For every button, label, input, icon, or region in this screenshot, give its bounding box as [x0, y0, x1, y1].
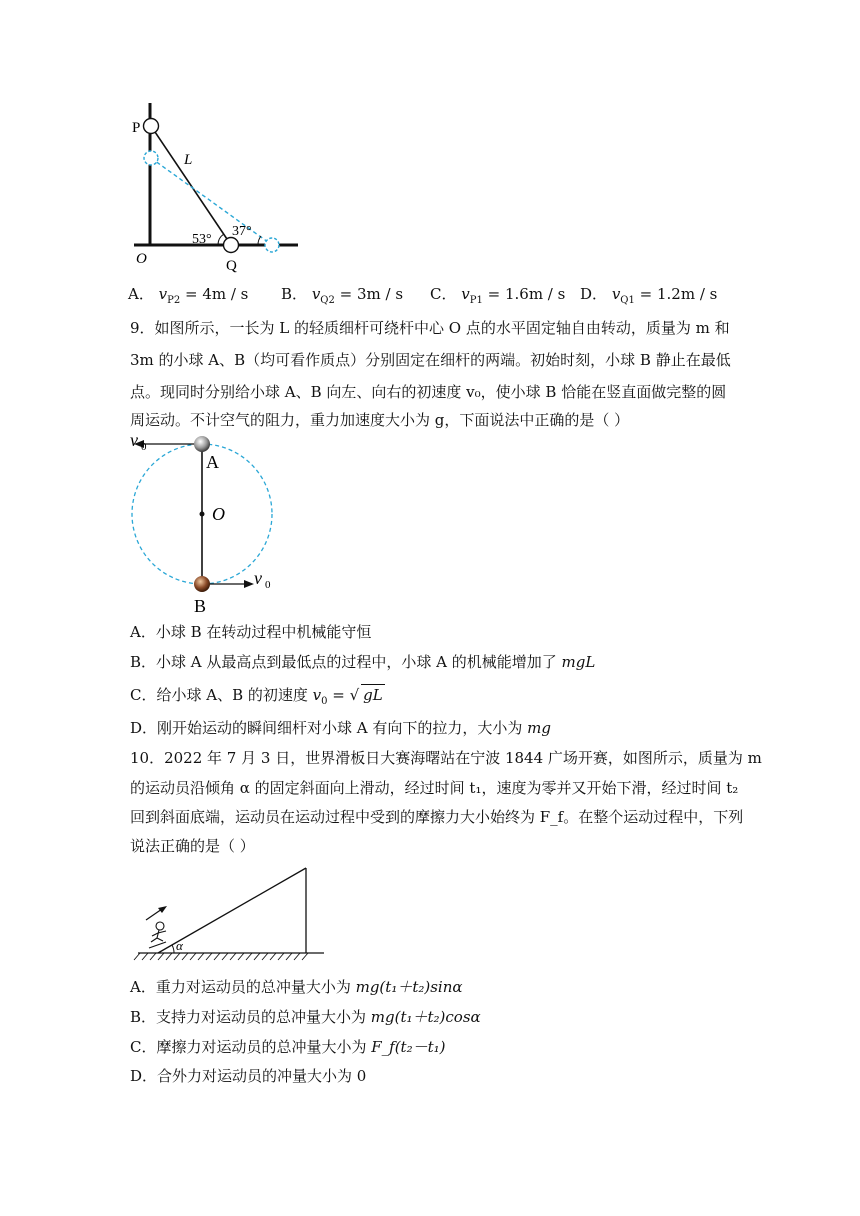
q8-option-a: A． $v_{P2} = 4m / s$	[128, 285, 249, 306]
label-P: P	[132, 120, 141, 136]
q8-figure	[120, 95, 320, 275]
label-53: 53°	[192, 232, 212, 247]
q9-option-d: D．刚开始运动的瞬间细杆对小球 A 有向下的拉力，大小为 mg	[130, 719, 551, 737]
svg-text:0: 0	[141, 441, 147, 453]
q8-option-c: C． $v_{P1} = 1.6m / s$	[430, 285, 566, 306]
q9-stem-line-1: 9．如图所示，一长为 L 的轻质细杆可绕杆中心 O 点的水平固定轴自由转动，质量为 m 和	[130, 319, 730, 337]
q10-figure	[130, 858, 330, 963]
q10-option-b: B．支持力对运动员的总冲量大小为 mg(t₁＋t₂)cosα	[130, 1008, 481, 1026]
label-A: A	[206, 452, 219, 472]
ball-P	[144, 119, 159, 134]
q8-option-d: D． $v_{Q1} = 1.2m / s$	[580, 285, 718, 306]
q10-option-a: A．重力对运动员的总冲量大小为 mg(t₁＋t₂)sinα	[130, 978, 463, 996]
label-37: 37°	[232, 224, 252, 239]
label-Q: Q	[226, 258, 237, 274]
label-O: O	[212, 504, 225, 524]
q10-option-c: C．摩擦力对运动员的总冲量大小为 F_f(t₂－t₁)	[130, 1038, 446, 1056]
label-B: B	[194, 596, 207, 616]
ball-Q	[224, 238, 239, 253]
q9-figure	[120, 432, 290, 617]
q10-stem-line-3: 回到斜面底端，运动员在运动过程中受到的摩擦力大小始终为 F_f。在整个运动过程中，下列	[130, 808, 744, 826]
q9-stem-line-4: 周运动。不计空气的阻力，重力加速度大小为 g，下面说法中正确的是（ ）	[130, 411, 630, 429]
q9-stem-line-2: 3m 的小球 A、B（均可看作质点）分别固定在细杆的两端。初始时刻，小球 B 静止在最低	[130, 351, 731, 369]
q10-stem-line-2: 的运动员沿倾角 α 的固定斜面向上滑动，经过时间 t₁，速度为零并又开始下滑，经过时间 t₂	[130, 779, 739, 797]
q10-stem-line-1: 10．2022 年 7 月 3 日，世界滑板日大赛海曙站在宁波 1844 广场开赛，如图所示，质量为 m	[130, 749, 762, 767]
svg-text:0: 0	[265, 579, 271, 591]
q10-option-d: D．合外力对运动员的冲量大小为 0	[130, 1067, 367, 1085]
ball-B	[194, 576, 210, 592]
label-alpha: α	[176, 938, 183, 953]
q9-option-a: A．小球 B 在转动过程中机械能守恒	[130, 623, 372, 641]
q8-option-b: B． $v_{Q2} = 3m / s$	[281, 285, 404, 306]
label-O: O	[136, 251, 147, 267]
q10-stem-line-4: 说法正确的是（ ）	[130, 837, 255, 855]
q9-stem-line-3: 点。现同时分别给小球 A、B 向左、向右的初速度 v₀，使小球 B 恰能在竖直面做完整的圆	[130, 383, 727, 401]
svg-text:v: v	[130, 432, 138, 450]
label-L: L	[184, 152, 193, 168]
ball-A	[194, 436, 210, 452]
q9-option-b: B．小球 A 从最高点到最低点的过程中，小球 A 的机械能增加了 mgL	[130, 653, 596, 671]
q9-option-c: C．给小球 A、B 的初速度 $v_0$ = √ gL	[130, 686, 383, 707]
svg-text:v: v	[254, 568, 262, 588]
